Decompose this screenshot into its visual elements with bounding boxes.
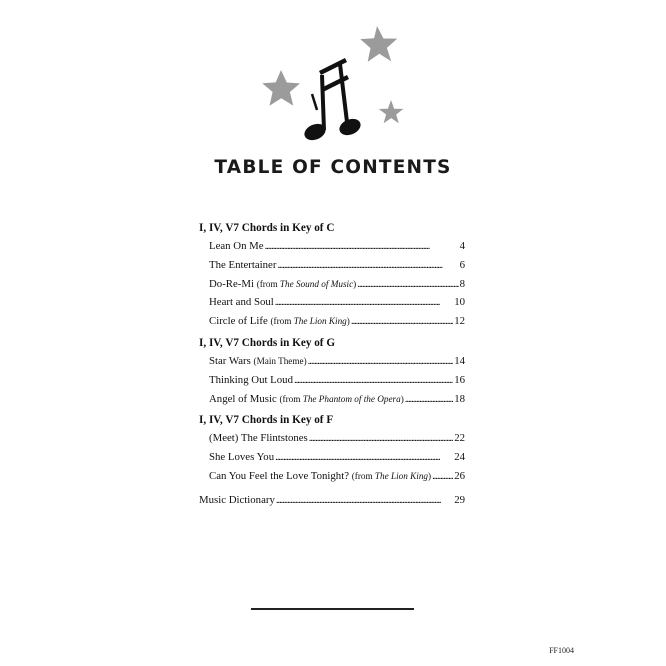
entry-title: The Entertainer — [209, 258, 277, 271]
toc-entry — [199, 491, 465, 510]
page-number: 29 — [454, 493, 465, 506]
note-source: The Sound of Music — [279, 278, 354, 289]
entry-title-group — [209, 237, 264, 256]
star-icon — [379, 100, 404, 123]
dot-leader — [357, 275, 458, 294]
entry-title-group — [209, 429, 308, 448]
page-number: 6 — [459, 258, 465, 271]
entry-title-group — [209, 256, 276, 275]
entry-title: She Loves You — [209, 451, 275, 464]
entry-title: Thinking Out Loud — [209, 373, 293, 386]
entry-title: Can You Feel the Love Tonight? — [209, 469, 352, 482]
star-icon — [360, 26, 397, 62]
toc-entry — [199, 390, 465, 409]
toc-entry — [199, 467, 465, 486]
entry-title: Do-Re-Mi — [209, 277, 257, 290]
dot-leader — [351, 312, 453, 331]
note-source: The Lion King — [293, 316, 347, 327]
toc-entry — [199, 448, 465, 467]
dot-leader — [275, 293, 453, 312]
page-number: 12 — [454, 315, 465, 328]
entry-title-group — [209, 371, 293, 390]
entry-title-group — [209, 352, 307, 371]
section-heading: I, IV, V7 Chords in Key of F — [199, 414, 334, 427]
note-source: The Lion King — [374, 470, 429, 481]
dot-leader — [432, 467, 453, 486]
note-suffix: ) — [428, 470, 432, 481]
entry-title-group — [209, 275, 356, 294]
section-heading: I, IV, V7 Chords in Key of G — [199, 336, 336, 349]
dot-leader — [265, 237, 459, 256]
entry-title: Angel of Music — [209, 392, 280, 405]
page-number: 24 — [454, 451, 465, 464]
note-prefix: (from — [256, 278, 280, 289]
table-of-contents — [199, 219, 465, 510]
entry-title-group — [209, 467, 431, 486]
note-prefix: (Main Theme) — [253, 355, 307, 366]
entry-title-group — [209, 390, 404, 409]
toc-entry — [199, 312, 465, 331]
page-number: 14 — [454, 354, 465, 367]
entry-title: (Meet) The Flintstones — [209, 432, 308, 445]
entry-note — [279, 394, 403, 404]
page-number: 4 — [459, 240, 465, 252]
toc-entry — [199, 256, 465, 275]
note-prefix: (from — [351, 470, 375, 481]
dot-leader — [308, 352, 454, 371]
page-title: TABLE OF CONTENTS — [214, 157, 452, 178]
entry-note — [257, 279, 357, 289]
entry-title-group — [209, 312, 350, 331]
page-number: 22 — [454, 432, 465, 445]
dot-leader — [276, 491, 453, 510]
section-heading: I, IV, V7 Chords in Key of C — [199, 222, 335, 234]
entry-note — [352, 471, 431, 481]
toc-entry — [199, 352, 465, 371]
entry-title: Star Wars — [209, 354, 254, 367]
note-source: The Phantom of the Opera — [302, 393, 401, 404]
star-icon — [262, 70, 300, 106]
dot-leader — [277, 256, 458, 275]
page-number: 18 — [454, 392, 465, 405]
entry-title: Circle of Life — [209, 315, 271, 328]
dot-leader — [405, 390, 453, 409]
dot-leader — [294, 371, 453, 390]
music-notes-stars-logo — [262, 26, 412, 151]
entry-title: Heart and Soul — [209, 296, 274, 309]
dot-leader — [275, 448, 453, 467]
note-suffix: ) — [400, 393, 404, 404]
page-number: 16 — [454, 373, 465, 386]
page-number: 26 — [454, 469, 465, 482]
note-suffix: ) — [353, 278, 357, 289]
toc-entry — [199, 293, 465, 312]
entry-title: Music Dictionary — [199, 493, 275, 506]
entry-note — [254, 356, 307, 366]
page-number: 8 — [459, 277, 465, 290]
note-prefix: (from — [279, 393, 303, 404]
page-number: 10 — [454, 296, 465, 309]
music-note-icon — [302, 60, 363, 143]
toc-entry — [199, 429, 465, 448]
entry-note — [270, 316, 349, 326]
note-suffix: ) — [346, 316, 350, 327]
entry-title-group — [209, 293, 274, 312]
entry-title-group — [209, 448, 274, 467]
note-prefix: (from — [270, 316, 294, 327]
catalog-code: FF1004 — [549, 646, 574, 655]
dot-leader — [309, 429, 453, 448]
toc-entry — [199, 237, 465, 256]
divider-line — [251, 608, 414, 610]
toc-entry — [199, 371, 465, 390]
toc-entry — [199, 275, 465, 294]
entry-title: Lean On Me — [209, 240, 264, 252]
